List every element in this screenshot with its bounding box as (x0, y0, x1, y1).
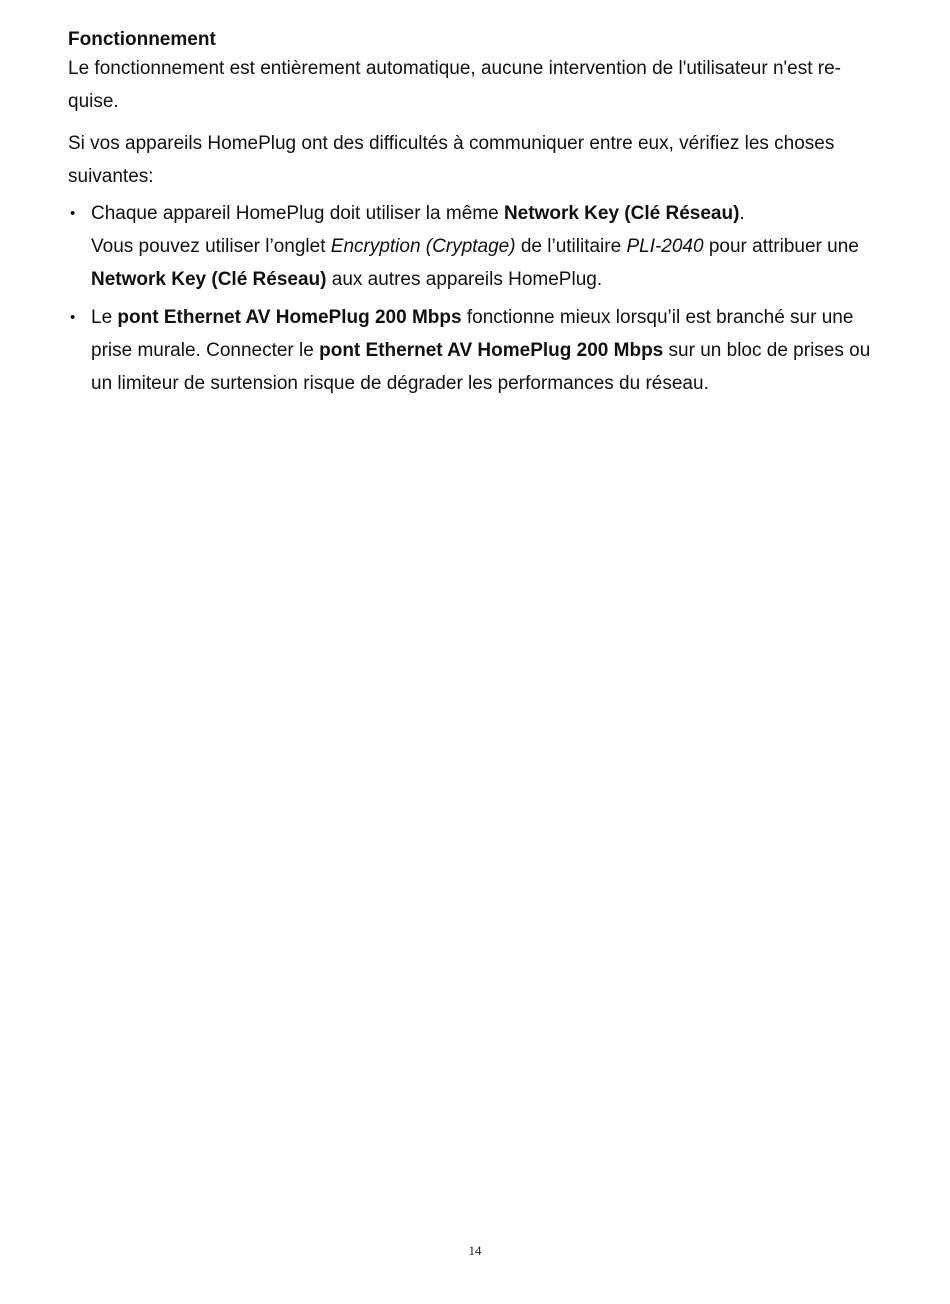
bullet-icon: • (70, 309, 76, 326)
text-run: de l’utilitaire (515, 236, 627, 257)
section-heading: Fonctionnement (68, 29, 216, 50)
page-number: 14 (468, 1243, 482, 1258)
list-item (68, 301, 888, 400)
text-run: . (739, 203, 745, 224)
text-run: sur un bloc de prises ou un limiteur de surtension risque de dégrader les performances du réseau. (91, 340, 871, 394)
list-item (68, 197, 888, 296)
page-content (68, 28, 888, 400)
italic-term: Encryption (Cryptage) (330, 236, 516, 257)
bold-term: pont Ethernet AV HomePlug 200 Mbps (319, 340, 664, 361)
text-run: Le (91, 307, 118, 328)
text-run: Chaque appareil HomePlug doit utiliser la même (91, 203, 504, 224)
text-run: fonctionne mieux lorsqu’il est branché sur une prise murale. Connecter le (91, 307, 854, 361)
bullet-icon: • (70, 205, 76, 222)
bullet-line (91, 197, 888, 230)
text-run: pour attribuer une (703, 236, 859, 257)
intro-paragraph: Le fonctionnement est entièrement automatique, aucune intervention de l'utilisateur n'est re-quise. (68, 58, 841, 112)
text-run: Vous pouvez utiliser l’onglet (91, 236, 331, 257)
bold-term: Network Key (Clé Réseau) (503, 203, 740, 224)
check-intro-paragraph: Si vos appareils HomePlug ont des difficultés à communiquer entre eux, vérifiez les choses suivantes: (68, 133, 835, 187)
bullet-line (91, 236, 859, 290)
checklist (68, 197, 888, 400)
bold-term: pont Ethernet AV HomePlug 200 Mbps (117, 307, 462, 328)
italic-term: PLI-2040 (626, 236, 704, 257)
bold-term: Network Key (Clé Réseau) (91, 269, 327, 290)
text-run: aux autres appareils HomePlug. (326, 269, 603, 290)
